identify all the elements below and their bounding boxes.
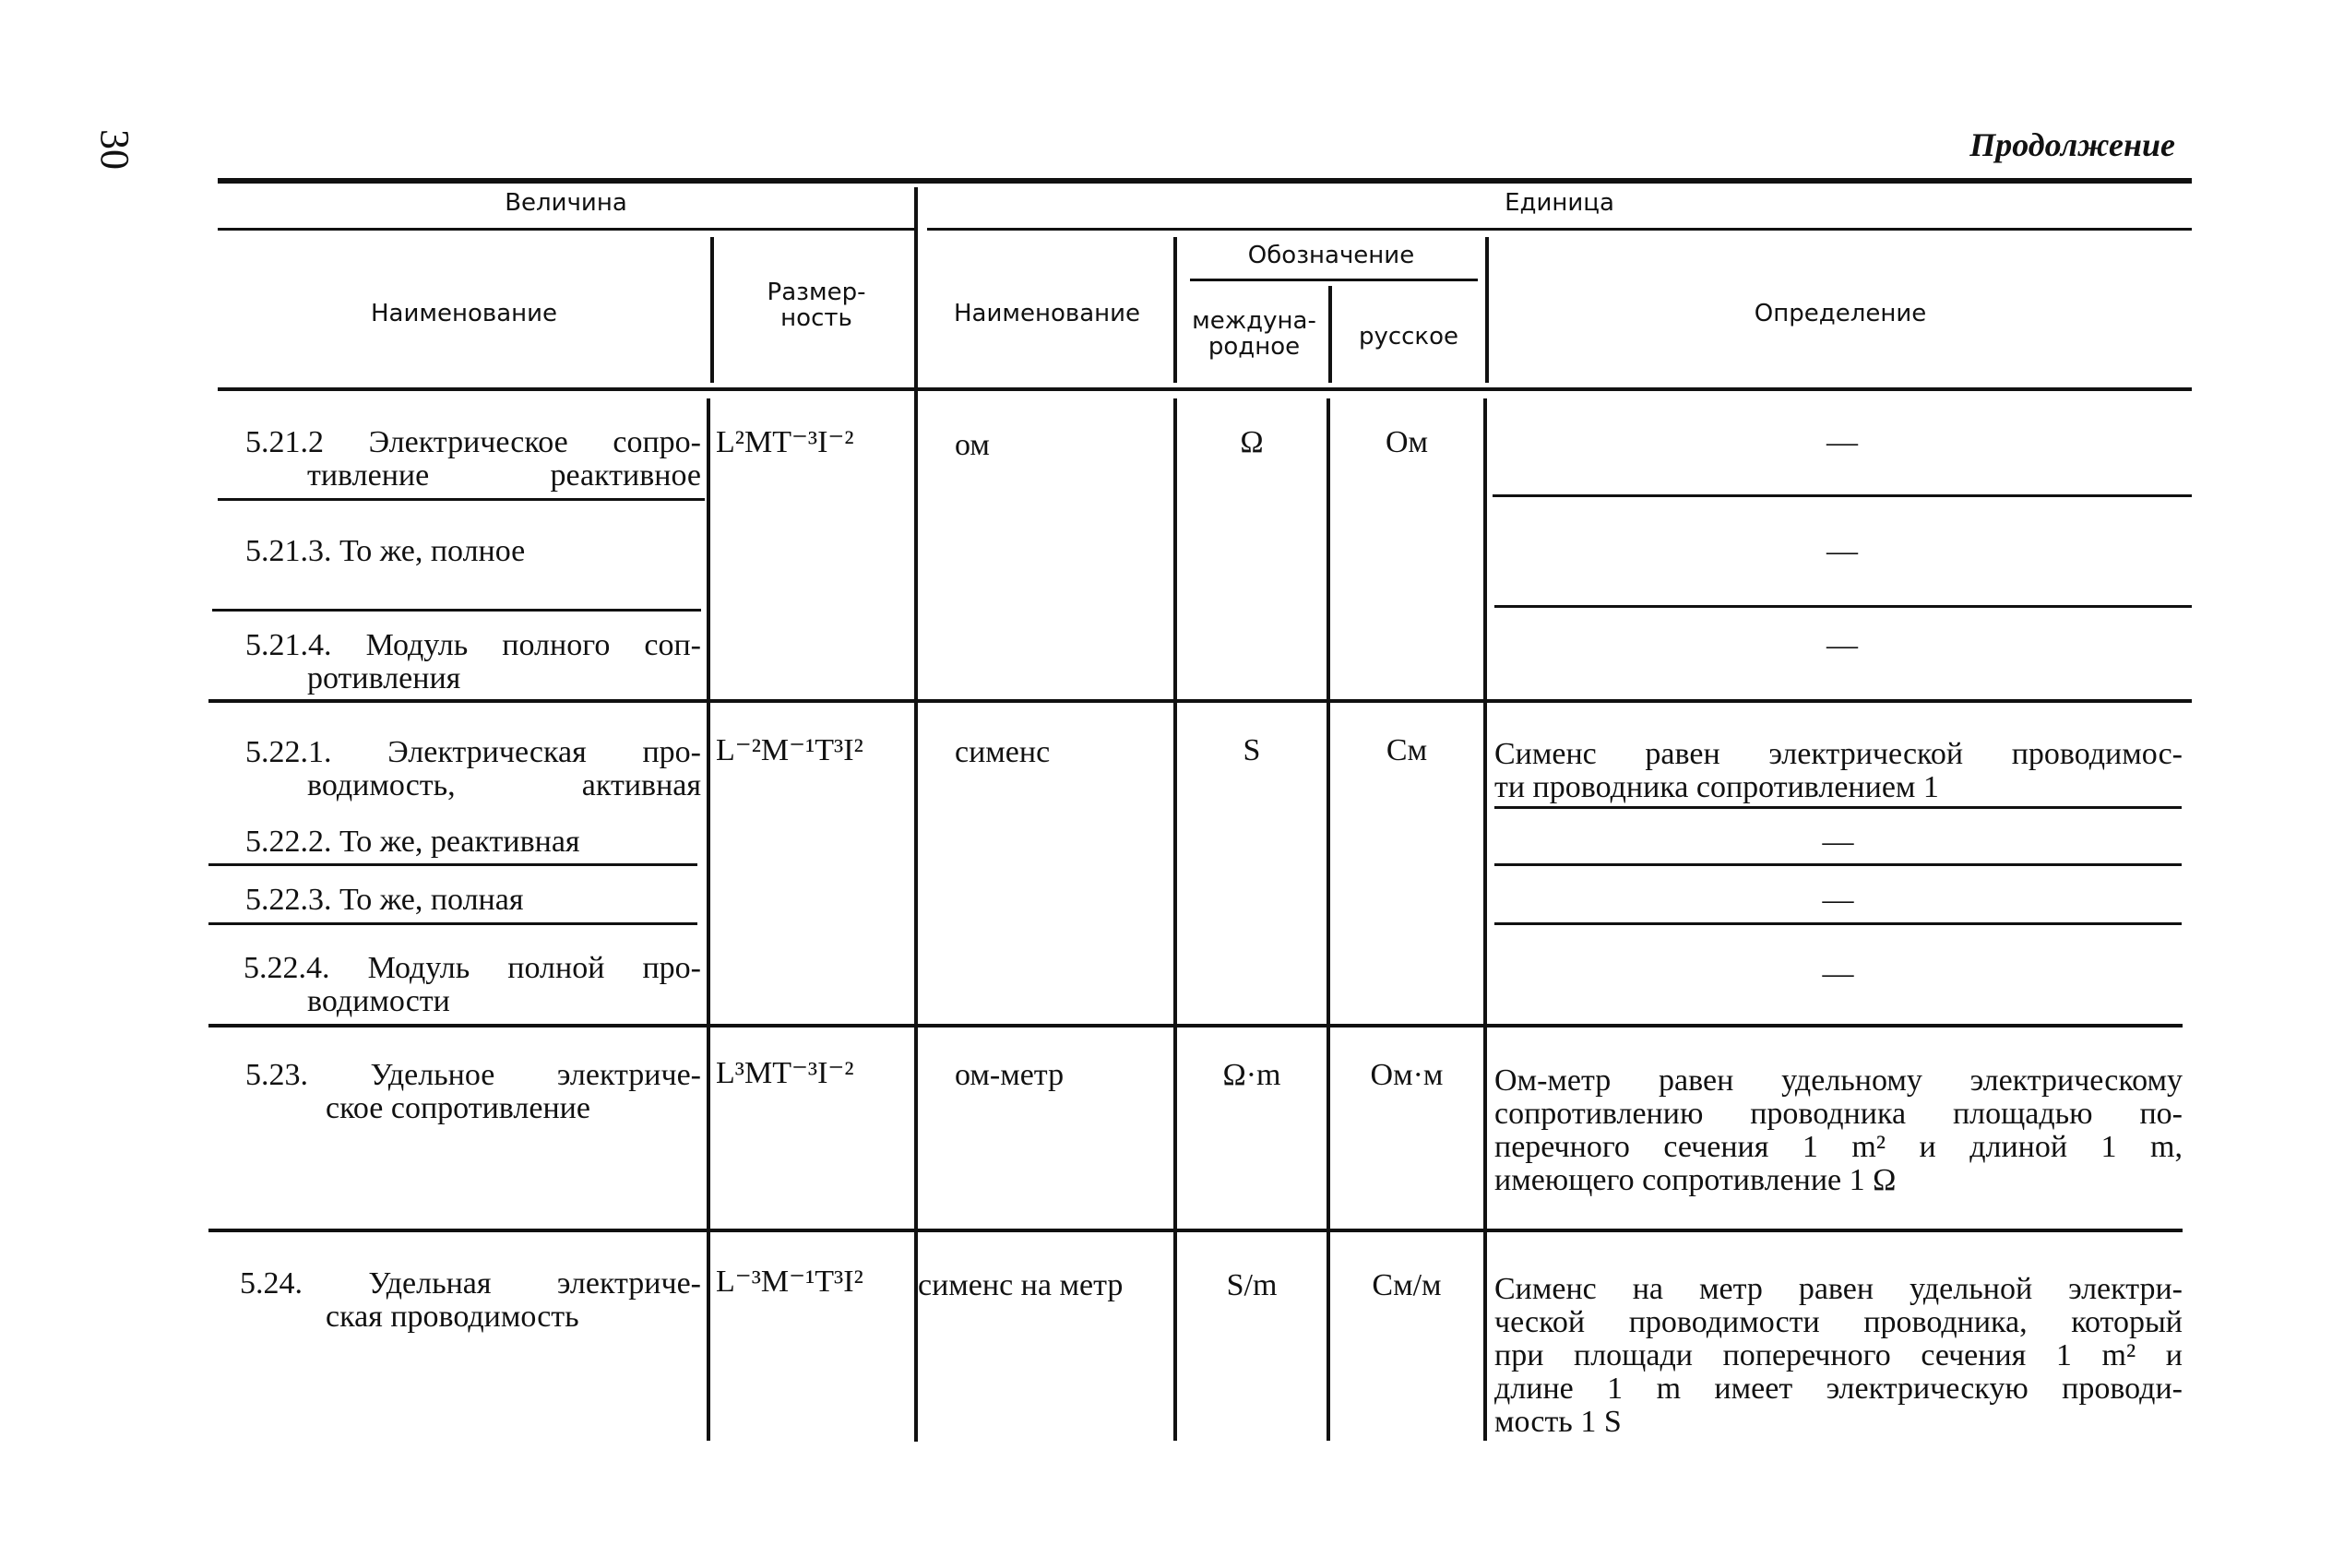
rule <box>1494 806 2182 809</box>
rule <box>1483 398 1487 1441</box>
russian-symbol: См <box>1386 733 1428 767</box>
intl-symbol: S/m <box>1226 1268 1278 1302</box>
rule <box>218 498 705 501</box>
rule <box>212 609 701 612</box>
group-rule <box>208 1229 2183 1232</box>
dimension-header: Размер-ность <box>767 279 866 332</box>
quantity-name-header: Наименование <box>370 300 558 327</box>
definition: — <box>1826 534 1858 568</box>
rule <box>927 228 2192 231</box>
quantity-name: 5.22.3. То же, полная <box>245 883 524 917</box>
quantity-name: 5.21.2 Электрическое сопро- <box>245 425 701 459</box>
quantity-name: 5.22.1. Электрическая про- <box>245 735 701 769</box>
rule <box>1494 605 2192 608</box>
definition: Ом-метр равен удельному электрическому <box>1494 1063 2183 1098</box>
rule <box>1328 286 1332 383</box>
quantity-group-header: Величина <box>505 189 627 217</box>
intl-symbol: S <box>1243 733 1261 767</box>
definition: сопротивлению проводника площадью по- <box>1494 1097 2183 1131</box>
definition: Сименс равен электрической проводимос- <box>1494 737 2183 771</box>
quantity-name: 5.23. Удельное электриче- <box>245 1058 701 1092</box>
rule <box>1494 922 2182 925</box>
definition: — <box>1822 825 1854 859</box>
dimension: L⁻³M⁻¹T³I² <box>716 1265 863 1299</box>
unit-name: сименс на метр <box>918 1268 1124 1302</box>
definition: ти проводника сопротивлением 1 <box>1494 770 1939 804</box>
definition: — <box>1826 628 1858 662</box>
russian-symbol-header: русское <box>1358 323 1459 350</box>
definition: — <box>1822 883 1854 917</box>
quantity-name: ротивления <box>307 661 461 695</box>
unit-name: ом-метр <box>955 1058 1065 1092</box>
definition: Сименс на метр равен удельной электри- <box>1494 1272 2183 1306</box>
rule <box>707 398 710 1441</box>
rule <box>914 187 918 1442</box>
dimension: L²MT⁻³I⁻² <box>716 425 854 459</box>
russian-symbol: См/м <box>1372 1268 1442 1302</box>
symbol-group-header: Обозначение <box>1247 242 1415 269</box>
intl-symbol: Ω·m <box>1222 1058 1281 1092</box>
rule <box>1190 279 1478 281</box>
definition: при площади поперечного сечения 1 m² и <box>1494 1338 2183 1372</box>
russian-symbol: Ом·м <box>1370 1058 1444 1092</box>
rule <box>1494 863 2182 866</box>
unit-group-header: Единица <box>1505 189 1614 217</box>
quantity-name: водимость, активная <box>307 768 701 802</box>
rule <box>710 237 714 383</box>
unit-name: сименс <box>955 735 1051 769</box>
group-rule <box>208 1024 2183 1028</box>
quantity-name: ское сопротивление <box>326 1091 590 1125</box>
header-bottom-rule <box>218 387 2192 391</box>
dimension: L³MT⁻³I⁻² <box>716 1056 854 1090</box>
definition: — <box>1822 956 1854 991</box>
definition: мость 1 S <box>1494 1405 1622 1439</box>
quantity-name: водимости <box>307 984 450 1018</box>
continuation-label: Продолжение <box>1969 126 2175 163</box>
group-rule <box>208 699 2192 703</box>
quantity-name: 5.22.2. То же, реактивная <box>245 825 580 859</box>
russian-symbol: Ом <box>1385 425 1429 459</box>
unit-name: ом <box>955 428 990 462</box>
rule <box>218 228 914 231</box>
unit-name-header: Наименование <box>953 300 1141 327</box>
quantity-name: тивление реактивное <box>307 458 701 493</box>
quantity-name: ская проводимость <box>326 1300 579 1334</box>
definition-header: Определение <box>1754 300 1927 327</box>
page-number: 30 <box>92 129 137 170</box>
definition: перечного сечения 1 m² и длиной 1 m, <box>1494 1130 2183 1164</box>
intl-symbol-header: междуна-родное <box>1192 307 1316 361</box>
quantity-name: 5.21.4. Модуль полного соп- <box>245 628 701 662</box>
quantity-name: 5.22.4. Модуль полной про- <box>244 951 701 985</box>
definition: имеющего сопротивление 1 Ω <box>1494 1163 1897 1197</box>
rule <box>208 863 697 866</box>
definition: длине 1 m имеет электрическую проводи- <box>1494 1372 2183 1406</box>
definition: ческой проводимости проводника, который <box>1494 1305 2183 1339</box>
rule <box>1493 494 2192 497</box>
quantity-name: 5.24. Удельная электриче- <box>240 1266 701 1301</box>
top-rule <box>218 178 2192 184</box>
definition: — <box>1826 425 1858 459</box>
dimension: L⁻²M⁻¹T³I² <box>716 733 863 767</box>
rule <box>208 922 697 925</box>
intl-symbol: Ω <box>1240 425 1264 459</box>
quantity-name: 5.21.3. То же, полное <box>245 534 526 568</box>
